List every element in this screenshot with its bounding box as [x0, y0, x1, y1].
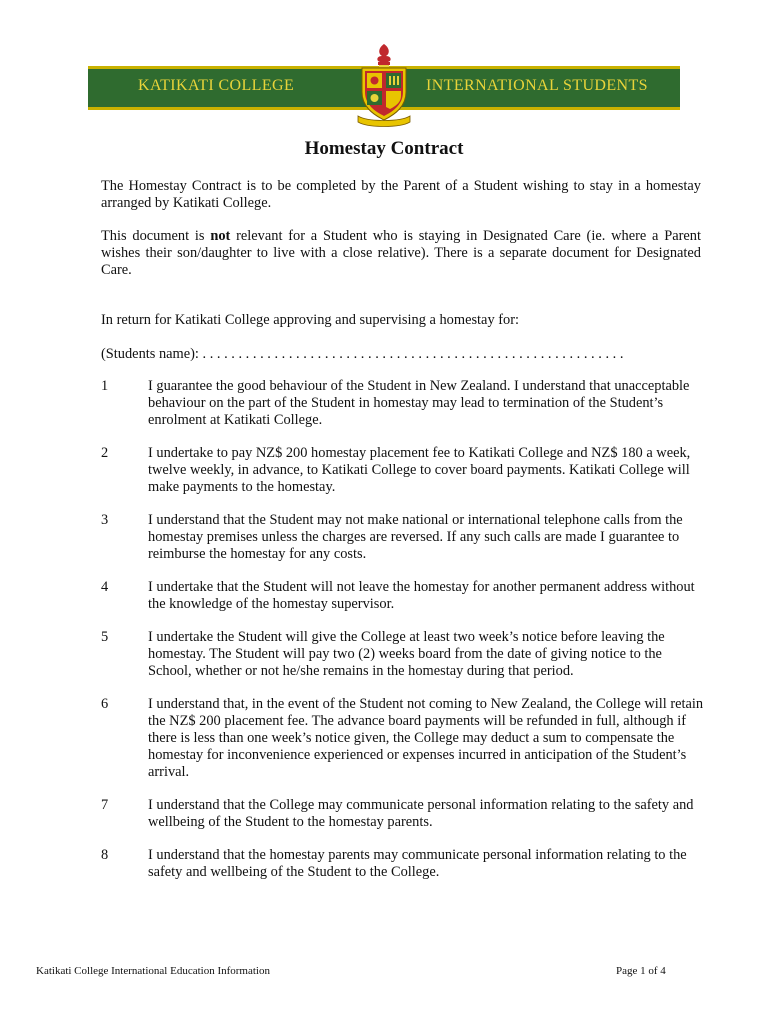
intro-2-after: relevant for a Student who is staying in Designated Care (ie. where a Parent wishes their son/daughter to live with a close relative). There is a separate document for Designated Care. [101, 228, 701, 278]
item-text: I understand that, in the event of the Student not coming to New Zealand, the College will retain the NZ$ 200 placement fee. The advance board payments will be refunded in full, although if there is less than one week’s notice given, the College may deduct a sum to compensate the homestay for inconvenience experienced or expenses incurred in anticipation of the Student’s arrival. [148, 696, 704, 780]
item-text: I undertake that the Student will not leave the homestay for another permanent address without the knowledge of the homestay supervisor. [148, 579, 695, 612]
item-text: I undertake to pay NZ$ 200 homestay placement fee to Katikati College and NZ$ 180 a week, twelve weekly, in advance, to Katikati College to cover board payments. Katikati College will make payments to the homestay. [148, 445, 691, 495]
intro-2-bold: not [210, 228, 231, 244]
item-text: I understand that the homestay parents may communicate personal information relating to the safety and wellbeing of the Student to the College. [148, 847, 687, 880]
item-text: I undertake the Student will give the College at least two week’s notice before leaving the homestay. The Student will pay two (2) weeks board from the date of giving notice to the School, whether or not he/she remains in the homestay during that period. [148, 629, 665, 679]
item-number: 7 [101, 797, 109, 813]
page-title: Homestay Contract [304, 138, 464, 159]
item-number: 4 [101, 579, 109, 595]
college-crest-icon [356, 42, 412, 128]
item-number: 6 [101, 696, 109, 712]
item-text: I guarantee the good behaviour of the Student in New Zealand. I understand that unacceptable behaviour on the part of the Student in homestay may lead to termination of the Student’s enrolment at Katikati College. [148, 378, 690, 428]
intro-paragraph-3: In return for Katikati College approving and supervising a homestay for: [101, 312, 520, 328]
page-number: Page 1 of 4 [616, 965, 666, 977]
intro-2-before: This document is [101, 228, 211, 244]
item-number: 5 [101, 629, 109, 645]
intro-paragraph-1: The Homestay Contract is to be completed by the Parent of a Student wishing to stay in a homestay arranged by Katikati College. [101, 178, 701, 211]
college-name: KATIKATI COLLEGE [138, 77, 295, 94]
item-number: 1 [101, 378, 109, 394]
item-text: I understand that the Student may not make national or international telephone calls from the homestay premises unless the charges are reversed. If any such calls are made I guarantee to reimburse the homestay for any costs. [148, 512, 683, 562]
item-number: 8 [101, 847, 109, 863]
students-name-line: (Students name): . . . . . . . . . . . . . . . . . . . . . . . . . . . . . . . . . . . . . . . . . . . . . . . . . . . . . . . . . . . [101, 346, 624, 362]
department-name: INTERNATIONAL STUDENTS [426, 77, 648, 94]
item-number: 3 [101, 512, 109, 528]
footer-source: Katikati College International Education Information [36, 965, 270, 977]
item-text: I understand that the College may communicate personal information relating to the safety and wellbeing of the Student to the homestay parents. [148, 797, 694, 830]
item-number: 2 [101, 445, 109, 461]
intro-paragraph-2 [101, 228, 701, 279]
